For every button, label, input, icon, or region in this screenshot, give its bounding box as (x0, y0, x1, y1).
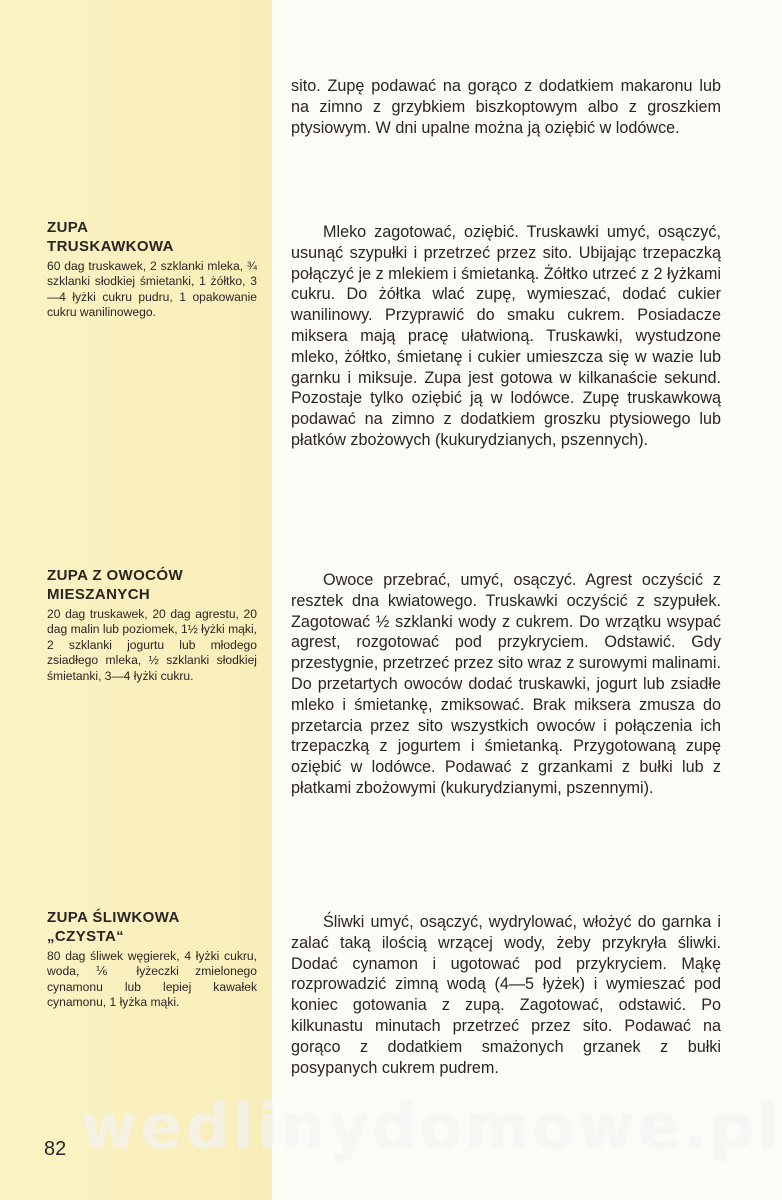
recipe-title-line: ZUPA ŚLIWKOWA (47, 909, 180, 926)
ingredients-list: 80 dag śliwek węgierek, 4 łyżki cukru, woda, ⅙ łyżeczki zmielonego cynamonu lub lepiej kawałek cynamonu, 1 łyżka mąki. (47, 949, 257, 1010)
recipe-title (47, 566, 257, 604)
recipe-header-strawberry (47, 218, 257, 321)
recipe-method-plum: Śliwki umyć, osączyć, wydrylować, włożyć do garnka i zalać taką ilością wrzącej wody, żeby przykryła śliwki. Dodać cynamon i ugotować pod przykryciem. Mąkę rozprowadzić zimną wodą (4—5 łyżek) i wymieszać pod koniec gotowania z zupą. Zagotować, odstawić. Po kilkunastu minutach przetrzeć przez sito. Podawać na gorąco z dodatkiem smażonych grzanek z bułki posypanych cukrem pudrem. (291, 913, 721, 1077)
page-number: 82 (44, 1138, 67, 1160)
recipe-title-line: ZUPA Z OWOCÓW (47, 567, 184, 584)
recipe-header-plum (47, 908, 257, 1011)
recipe-title (47, 908, 257, 946)
recipe-title-line: TRUSKAWKOWA (47, 238, 174, 255)
recipe-title (47, 218, 257, 256)
recipe-method-strawberry: Mleko zagotować, oziębić. Truskawki umyć, osączyć, usunąć szypułki i przetrzeć przez sito. Ubijając trzepaczką połączyć je z mlekiem i śmietanką. Żółtko utrzeć z 2 łyżkami cukru. Do żółtka wlać zupę, wymieszać, dodać cukier wanilinowy. Przyprawić do smaku cukrem. Posiadacze miksera mają pracę ułatwioną. Truskawki, wystudzone mleko, żółtko, śmietanę i cukier umieszcza się w wazie lub garnku i miksuje. Zupa jest gotowa w kilkanaście sekund. Pozostaje tylko oziębić ją w lodówce. Zupę truskawkową podawać na zimno z dodatkiem groszku ptysiowego lub płatków zbożowych (kukurydzianych, pszennych). (291, 223, 721, 449)
watermark: wedlinydomowe.pl (80, 1090, 782, 1163)
recipe-title-line: MIESZANYCH (47, 586, 151, 603)
recipe-title-line: ZUPA (47, 219, 89, 236)
ingredients-list: 20 dag truskawek, 20 dag agrestu, 20 dag malin lub poziomek, 1½ łyżki mąki, 2 szklanki jogurtu lub młodego zsiadłego mleka, ½ szklanki słodkiej śmietanki, 3—4 łyżki cukru. (47, 607, 257, 683)
recipe-title-line: „CZYSTA“ (47, 928, 125, 945)
continued-method-text: sito. Zupę podawać na gorąco z dodatkiem makaronu lub na zimno z grzybkiem biszkoptowym albo z groszkiem ptysiowym. W dni upalne można ją oziębić w lodówce. (291, 77, 721, 137)
ingredients-list: 60 dag truskawek, 2 szklanki mleka, ¾ szklanki słodkiej śmietanki, 1 żółtko, 3—4 łyżki cukru pudru, 1 opakowanie cukru wanilinowego. (47, 259, 257, 320)
recipe-method-mixed-fruit: Owoce przebrać, umyć, osączyć. Agrest oczyścić z resztek dna kwiatowego. Truskawki oczyścić z szypułek. Zagotować ½ szklanki wody z cukrem. Do wrzątku wsypać agrest, rozgotować pod przykryciem. Odstawić. Gdy przestygnie, przetrzeć przez sito wraz z surowymi malinami. Do przetartych owoców dodać truskawki, jogurt lub zsiadłe mleko i śmietankę, zmiksować. Brak miksera zmusza do przetarcia przez sito wszystkich owoców i połączenia ich trzepaczką z jogurtem i śmietanką. Przygotowaną zupę oziębić w lodówce. Podawać z grzankami z bułki lub z płatkami zbożowymi (kukurydzianymi, pszennymi). (291, 571, 721, 797)
recipe-header-mixed-fruit (47, 566, 257, 684)
